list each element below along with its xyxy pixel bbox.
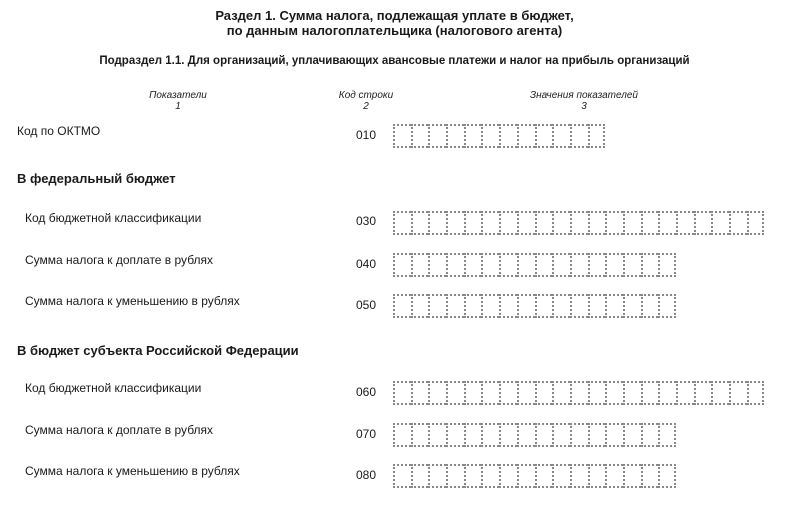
- input-cell[interactable]: [623, 211, 641, 235]
- federal-budget-heading: В федеральный бюджет: [17, 171, 176, 186]
- input-cell[interactable]: [641, 423, 659, 447]
- input-cell[interactable]: [658, 253, 676, 277]
- federal-reduction-label: Сумма налога к уменьшению в рублях: [25, 294, 240, 308]
- input-cell[interactable]: [535, 423, 553, 447]
- input-cell[interactable]: [552, 211, 570, 235]
- input-cell[interactable]: [588, 253, 606, 277]
- input-cell[interactable]: [570, 464, 588, 488]
- regional-budget-heading: В бюджет субъекта Российской Федерации: [17, 343, 299, 358]
- input-cell[interactable]: [605, 294, 623, 318]
- input-cell[interactable]: [535, 381, 553, 405]
- input-cell[interactable]: [517, 423, 535, 447]
- federal-surcharge-code: 040: [356, 257, 377, 271]
- input-cell[interactable]: [393, 253, 411, 277]
- input-cell[interactable]: [535, 464, 553, 488]
- input-cell[interactable]: [623, 464, 641, 488]
- input-cell[interactable]: [464, 253, 482, 277]
- input-cell[interactable]: [499, 124, 517, 148]
- column-line-code-label: Код строки: [338, 90, 394, 101]
- input-cell[interactable]: [446, 423, 464, 447]
- input-cell[interactable]: [428, 124, 446, 148]
- input-cell[interactable]: [535, 211, 553, 235]
- input-cell[interactable]: [393, 464, 411, 488]
- input-cell[interactable]: [517, 124, 535, 148]
- input-cell[interactable]: [552, 464, 570, 488]
- input-cell[interactable]: [552, 253, 570, 277]
- input-cell[interactable]: [446, 464, 464, 488]
- input-cell[interactable]: [676, 381, 694, 405]
- input-cell[interactable]: [393, 423, 411, 447]
- input-cell[interactable]: [464, 124, 482, 148]
- input-cell[interactable]: [570, 381, 588, 405]
- regional-surcharge-code: 070: [356, 427, 377, 441]
- regional-kbk-code: 060: [356, 385, 377, 399]
- input-cell[interactable]: [517, 381, 535, 405]
- input-cell[interactable]: [588, 381, 606, 405]
- input-cell[interactable]: [658, 381, 676, 405]
- input-cell[interactable]: [570, 423, 588, 447]
- regional-surcharge-input-cells[interactable]: [393, 423, 676, 447]
- federal-kbk-input-cells[interactable]: [393, 211, 764, 235]
- input-cell[interactable]: [499, 294, 517, 318]
- input-cell[interactable]: [605, 253, 623, 277]
- oktmo-label: Код по ОКТМО: [17, 124, 101, 138]
- regional-kbk-label: Код бюджетной классификации: [25, 381, 202, 395]
- input-cell[interactable]: [711, 381, 729, 405]
- input-cell[interactable]: [535, 124, 553, 148]
- section-title-line2: по данным налогоплательщика (налогового агента): [226, 23, 563, 38]
- input-cell[interactable]: [446, 124, 464, 148]
- input-cell[interactable]: [411, 294, 429, 318]
- column-indicators-number: 1: [175, 101, 181, 112]
- input-cell[interactable]: [535, 253, 553, 277]
- input-cell[interactable]: [552, 294, 570, 318]
- federal-surcharge-label: Сумма налога к доплате в рублях: [25, 253, 214, 267]
- input-cell[interactable]: [641, 294, 659, 318]
- input-cell[interactable]: [694, 211, 712, 235]
- input-cell[interactable]: [499, 253, 517, 277]
- input-cell[interactable]: [729, 381, 747, 405]
- column-values-number: 3: [581, 101, 587, 112]
- input-cell[interactable]: [411, 423, 429, 447]
- federal-surcharge-input-cells[interactable]: [393, 253, 676, 277]
- input-cell[interactable]: [464, 423, 482, 447]
- column-header-line-code: [326, 90, 406, 112]
- input-cell[interactable]: [641, 381, 659, 405]
- input-cell[interactable]: [641, 211, 659, 235]
- regional-kbk-input-cells[interactable]: [393, 381, 764, 405]
- input-cell[interactable]: [694, 381, 712, 405]
- input-cell[interactable]: [481, 423, 499, 447]
- input-cell[interactable]: [747, 211, 765, 235]
- input-cell[interactable]: [552, 423, 570, 447]
- input-cell[interactable]: [588, 124, 606, 148]
- input-cell[interactable]: [641, 464, 659, 488]
- input-cell[interactable]: [570, 294, 588, 318]
- input-cell[interactable]: [411, 124, 429, 148]
- input-cell[interactable]: [499, 381, 517, 405]
- column-line-code-number: 2: [363, 101, 369, 112]
- input-cell[interactable]: [517, 294, 535, 318]
- regional-surcharge-label: Сумма налога к доплате в рублях: [25, 423, 214, 437]
- input-cell[interactable]: [499, 423, 517, 447]
- input-cell[interactable]: [605, 464, 623, 488]
- federal-reduction-code: 050: [356, 298, 377, 312]
- input-cell[interactable]: [641, 253, 659, 277]
- column-values-label: Значения показателей: [529, 90, 638, 101]
- regional-reduction-input-cells[interactable]: [393, 464, 676, 488]
- federal-kbk-label: Код бюджетной классификации: [25, 211, 202, 225]
- input-cell[interactable]: [517, 211, 535, 235]
- input-cell[interactable]: [446, 294, 464, 318]
- input-cell[interactable]: [552, 124, 570, 148]
- input-cell[interactable]: [428, 381, 446, 405]
- federal-reduction-input-cells[interactable]: [393, 294, 676, 318]
- input-cell[interactable]: [411, 464, 429, 488]
- input-cell[interactable]: [588, 423, 606, 447]
- input-cell[interactable]: [481, 253, 499, 277]
- section-title-line1: Раздел 1. Сумма налога, подлежащая уплате в бюджет,: [215, 8, 574, 23]
- subsection-title: Подраздел 1.1. Для организаций, уплачивающих авансовые платежи и налог на прибыль организаций: [99, 55, 690, 67]
- input-cell[interactable]: [729, 211, 747, 235]
- input-cell[interactable]: [428, 423, 446, 447]
- input-cell[interactable]: [446, 381, 464, 405]
- input-cell[interactable]: [481, 381, 499, 405]
- input-cell[interactable]: [535, 294, 553, 318]
- input-cell[interactable]: [658, 294, 676, 318]
- input-cell[interactable]: [570, 211, 588, 235]
- input-cell[interactable]: [393, 381, 411, 405]
- input-cell[interactable]: [676, 211, 694, 235]
- input-cell[interactable]: [428, 211, 446, 235]
- input-cell[interactable]: [623, 423, 641, 447]
- input-cell[interactable]: [481, 124, 499, 148]
- input-cell[interactable]: [464, 464, 482, 488]
- column-indicators-label: Показатели: [149, 90, 207, 101]
- federal-kbk-code: 030: [356, 214, 377, 228]
- input-cell[interactable]: [605, 211, 623, 235]
- input-cell[interactable]: [393, 294, 411, 318]
- input-cell[interactable]: [570, 124, 588, 148]
- input-cell[interactable]: [658, 464, 676, 488]
- input-cell[interactable]: [428, 253, 446, 277]
- input-cell[interactable]: [552, 381, 570, 405]
- input-cell[interactable]: [570, 253, 588, 277]
- regional-reduction-code: 080: [356, 468, 377, 482]
- input-cell[interactable]: [517, 464, 535, 488]
- input-cell[interactable]: [588, 294, 606, 318]
- input-cell[interactable]: [481, 464, 499, 488]
- input-cell[interactable]: [411, 253, 429, 277]
- input-cell[interactable]: [588, 211, 606, 235]
- input-cell[interactable]: [411, 381, 429, 405]
- regional-reduction-label: Сумма налога к уменьшению в рублях: [25, 464, 240, 478]
- input-cell[interactable]: [658, 423, 676, 447]
- input-cell[interactable]: [481, 211, 499, 235]
- input-cell[interactable]: [517, 253, 535, 277]
- input-cell[interactable]: [393, 124, 411, 148]
- column-header-indicators: [128, 90, 228, 112]
- input-cell[interactable]: [428, 464, 446, 488]
- input-cell[interactable]: [446, 253, 464, 277]
- input-cell[interactable]: [711, 211, 729, 235]
- input-cell[interactable]: [747, 381, 765, 405]
- input-cell[interactable]: [623, 381, 641, 405]
- column-header-values: [504, 90, 664, 112]
- input-cell[interactable]: [499, 211, 517, 235]
- input-cell[interactable]: [499, 464, 517, 488]
- input-cell[interactable]: [623, 253, 641, 277]
- oktmo-code: 010: [356, 128, 377, 142]
- input-cell[interactable]: [464, 294, 482, 318]
- input-cell[interactable]: [605, 381, 623, 405]
- input-cell[interactable]: [464, 381, 482, 405]
- input-cell[interactable]: [446, 211, 464, 235]
- input-cell[interactable]: [428, 294, 446, 318]
- input-cell[interactable]: [481, 294, 499, 318]
- input-cell[interactable]: [393, 211, 411, 235]
- input-cell[interactable]: [658, 211, 676, 235]
- input-cell[interactable]: [623, 294, 641, 318]
- input-cell[interactable]: [464, 211, 482, 235]
- input-cell[interactable]: [605, 423, 623, 447]
- input-cell[interactable]: [411, 211, 429, 235]
- input-cell[interactable]: [588, 464, 606, 488]
- oktmo-input-cells[interactable]: [393, 124, 605, 148]
